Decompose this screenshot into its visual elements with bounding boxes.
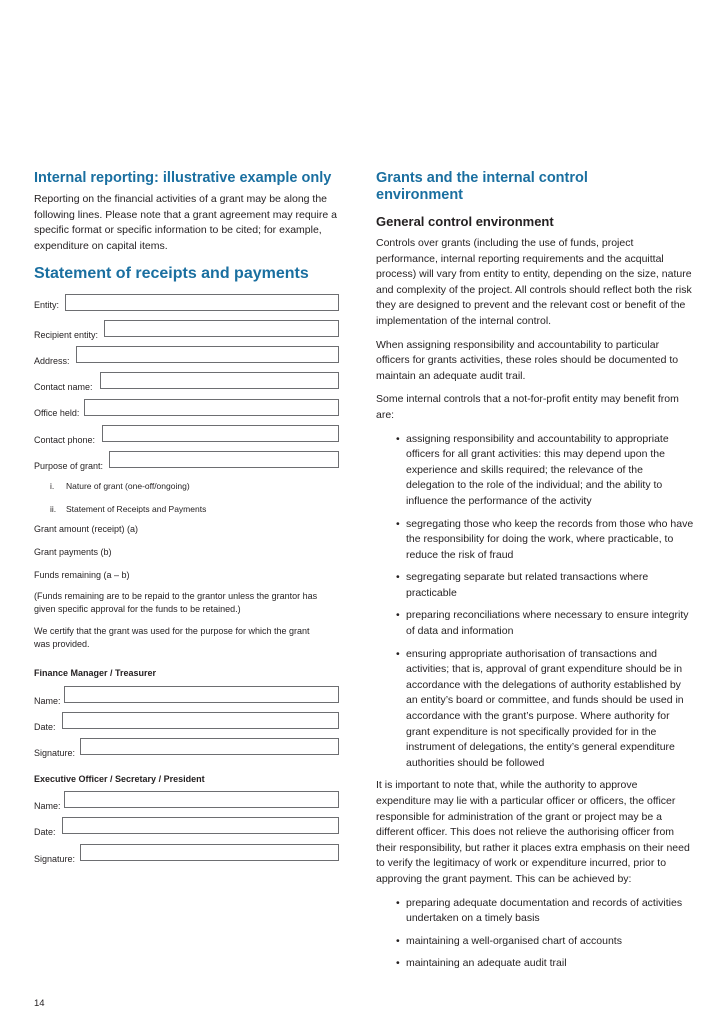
finance-name-field[interactable]: [64, 686, 339, 703]
exec-date-label: Date:: [34, 827, 56, 837]
finance-signature-label: Signature:: [34, 748, 76, 758]
finance-signature-field[interactable]: [80, 738, 339, 755]
finance-date-field[interactable]: [62, 712, 339, 729]
list-item: • preparing reconciliations where necessary to ensure integrity of data and information: [396, 609, 689, 638]
bullet-icon: •: [396, 647, 400, 660]
grant-payments-label: Grant payments (b): [34, 547, 112, 557]
address-label: Address:: [34, 356, 70, 366]
intro-paragraph: Reporting on the financial activities of a grant may be along the following lines. Please note that a grant agreement may require a specific format or specific information to be cited; for example, expenditure on capital items.: [34, 193, 337, 252]
contact-phone-label: Contact phone:: [34, 435, 96, 445]
list-item-i: [50, 481, 190, 491]
contact-name-label: Contact name:: [34, 382, 93, 392]
list-item-i-text: Nature of grant (one-off/ongoing): [66, 481, 190, 491]
verification-bullet-list: [376, 896, 694, 972]
recipient-entity-label: Recipient entity:: [34, 330, 99, 340]
assigning-paragraph: When assigning responsibility and accountability to particular officers for grants activities, these roles should be documented to maintain an adequate audit trail.: [376, 338, 679, 382]
bullet-icon: •: [396, 609, 400, 622]
purpose-label: Purpose of grant:: [34, 461, 104, 471]
list-item: • maintaining a well-organised chart of accounts: [376, 934, 694, 950]
list-item: • segregating separate but related transactions where practicable: [396, 571, 649, 599]
entity-field[interactable]: [65, 294, 339, 311]
page-number: 14: [34, 998, 45, 1009]
internal-reporting-heading: Internal reporting: illustrative example only: [34, 170, 332, 186]
funds-remaining-label: Funds remaining (a – b): [34, 570, 130, 580]
office-held-field[interactable]: [84, 399, 339, 416]
controls-paragraph: Controls over grants (including the use of funds, project performance, internal reporting requirements and the acquittal process) will vary from entity to entity, depending on the size, nature and complexity of the project. All controls should reflect both the risk they are designed to prevent and the relevant cost or benefit of the implementation of the internal control.: [376, 237, 692, 327]
bullet-icon: •: [396, 934, 400, 947]
list-item: • preparing adequate documentation and records of activities undertaken on a timely basis: [396, 896, 683, 925]
list-item: • segregating those who keep the records from those who have the responsibility for doing the work, where practicable, to reduce the risk of fraud: [396, 517, 694, 561]
address-field[interactable]: [76, 346, 339, 363]
authority-paragraph: It is important to note that, while the authority to approve expenditure may lie with a particular officer or officers, the officer responsible for administration of the grant or project may be a different officer. This does not relieve the authorising officer from their responsibility, but rather it places extra emphasis on their need to verify the legitimacy of work or expenditure incurred, prior to approving the grant payment. This can be achieved by:: [376, 779, 690, 885]
exec-signature-label: Signature:: [34, 854, 76, 864]
executive-officer-heading: Executive Officer / Secretary / President: [34, 774, 205, 784]
controls-bullet-list: [376, 432, 694, 772]
internal-controls-intro: Some internal controls that a not-for-profit entity may benefit from are:: [376, 393, 679, 421]
list-item: • maintaining an adequate audit trail: [376, 956, 694, 972]
finance-date-label: Date:: [34, 722, 56, 732]
exec-date-field[interactable]: [62, 817, 339, 834]
statement-heading: Statement of receipts and payments: [34, 265, 309, 282]
exec-name-label: Name:: [34, 801, 61, 811]
office-held-label: Office held:: [34, 408, 80, 418]
list-item-ii-text: Statement of Receipts and Payments: [66, 504, 207, 514]
bullet-icon: •: [396, 517, 400, 530]
list-item-i-number: i.: [50, 481, 55, 491]
bullet-icon: •: [396, 896, 400, 909]
list-item: • assigning responsibility and accountability to appropriate officers for all grant activities: this may depend upon the experience and skills required; the relevance of the delegation to the role of the individual; and the ability to influence the performance of the activity: [396, 432, 669, 507]
right-column: [376, 170, 694, 972]
list-item-ii: [50, 504, 207, 514]
finance-name-label: Name:: [34, 696, 61, 706]
certify-statement: We certify that the grant was used for the purpose for which the grant was provided.: [34, 626, 310, 649]
entity-label: Entity:: [34, 300, 60, 310]
recipient-entity-field[interactable]: [104, 320, 339, 337]
exec-name-field[interactable]: [64, 791, 339, 808]
funds-note: (Funds remaining are to be repaid to the grantor unless the grantor has given specific approval for the funds to be retained.): [34, 591, 318, 614]
list-item-ii-number: ii.: [50, 504, 57, 514]
bullet-icon: •: [396, 432, 400, 445]
bullet-icon: •: [396, 957, 400, 970]
contact-phone-field[interactable]: [102, 425, 339, 442]
list-item: • ensuring appropriate authorisation of transactions and activities; that is, approval of grant expenditure should be in accordance with the delegations of authority established by an entity’s board or committee, and funds should be used in accordance with the grant’s purpose. Where authority for grant expenditure is not specifically provided for in the instrument of delegations, the entity’s general expenditure authorities should be followed: [396, 647, 684, 769]
contact-name-field[interactable]: [100, 372, 339, 389]
internal-control-heading: Grants and the internal control environment: [376, 170, 588, 203]
general-control-subheading: General control environment: [376, 214, 554, 229]
grant-amount-label: Grant amount (receipt) (a): [34, 524, 139, 534]
exec-signature-field[interactable]: [80, 844, 339, 861]
bullet-icon: •: [396, 571, 400, 584]
purpose-field[interactable]: [109, 451, 339, 468]
finance-manager-heading: Finance Manager / Treasurer: [34, 668, 157, 678]
